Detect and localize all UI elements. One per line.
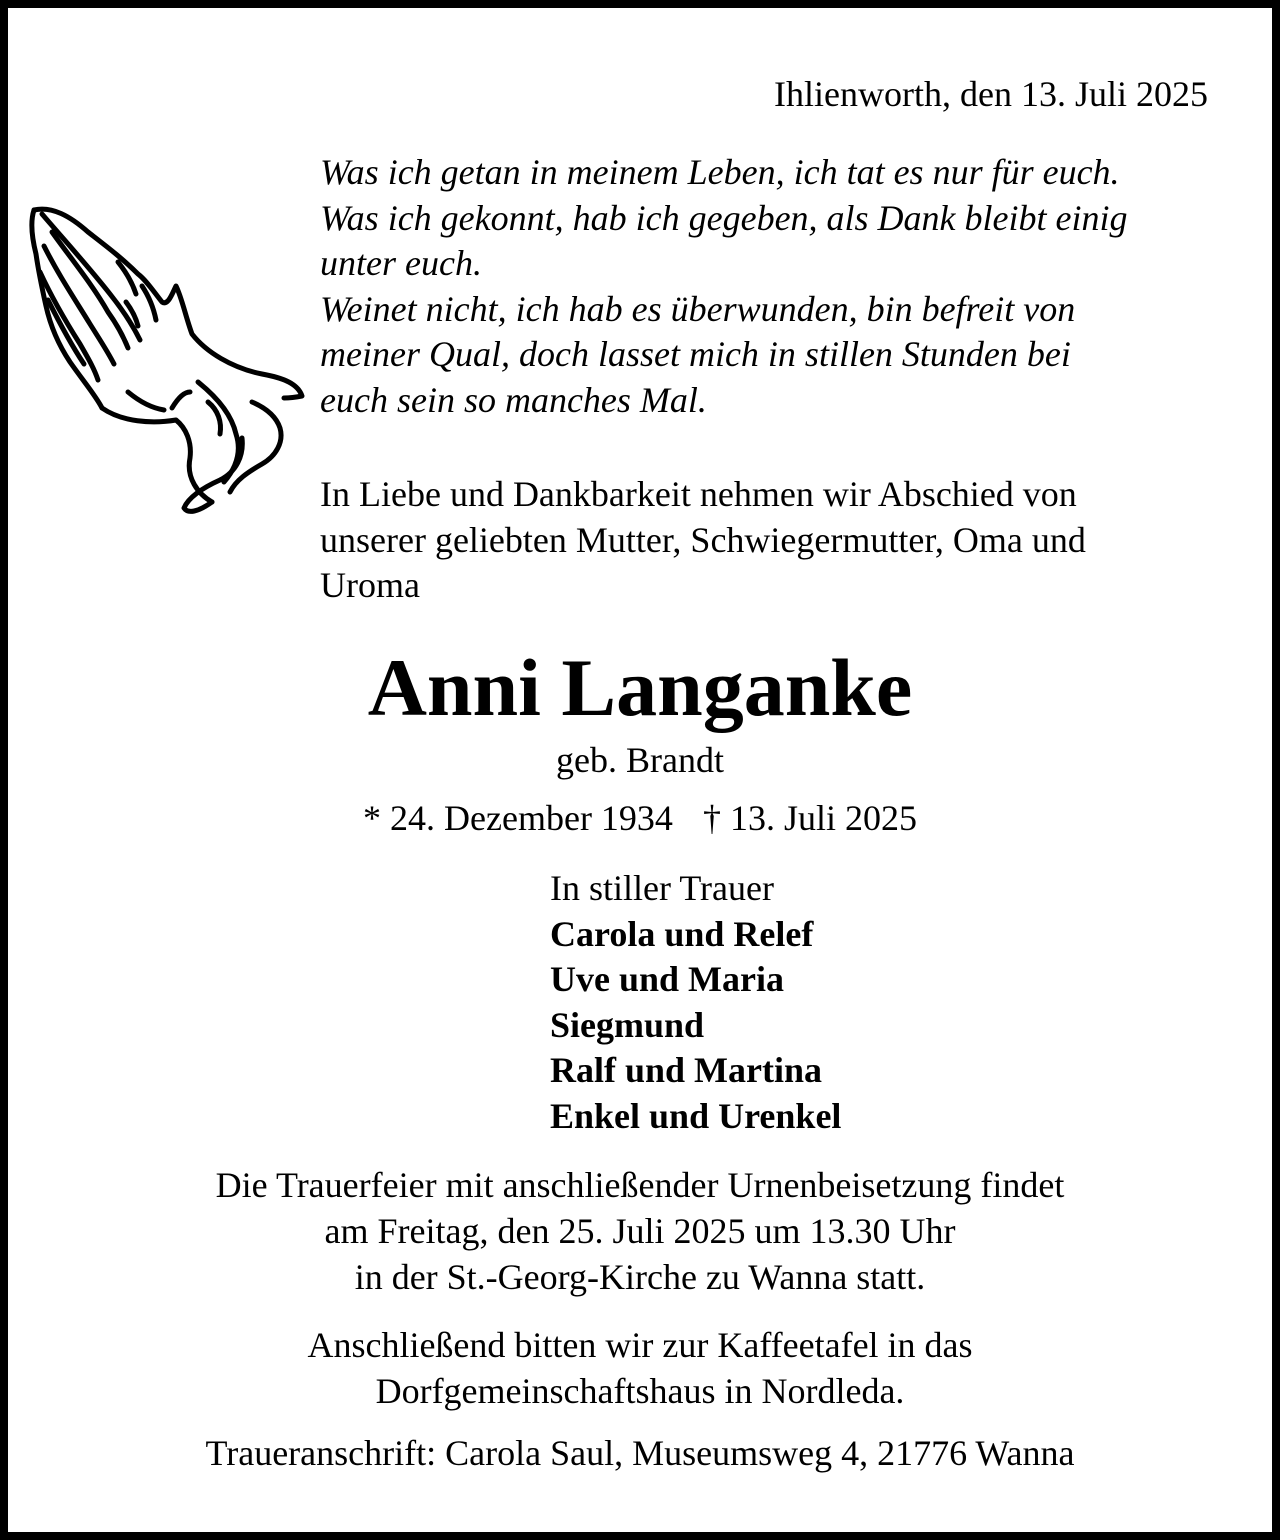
funeral-line: Die Trauerfeier mit anschließender Urnenbeisetzung findet bbox=[215, 1165, 1065, 1205]
mourner-entry: Siegmund bbox=[550, 1004, 705, 1045]
poem-line: Weinet nicht, ich hab es überwunden, bin befreit von bbox=[320, 288, 1076, 329]
funeral-line: in der St.-Georg-Kirche zu Wanna statt. bbox=[354, 1257, 926, 1297]
reception-line: Anschließend bitten wir zur Kaffeetafel in das bbox=[307, 1325, 973, 1365]
death-date: † 13. Juli 2025 bbox=[702, 798, 917, 838]
mourners-list bbox=[550, 866, 841, 1139]
mourner-entry: Uve und Maria bbox=[550, 959, 784, 999]
poem-line: euch sein so manches Mal. bbox=[320, 379, 707, 420]
farewell-line: unserer geliebten Mutter, Schwiegermutter, Oma und bbox=[320, 519, 1086, 560]
poem-line: unter euch. bbox=[320, 243, 482, 283]
life-dates bbox=[0, 796, 1280, 840]
farewell-text bbox=[320, 472, 1086, 609]
mourning-address: Traueranschrift: Carola Saul, Museumsweg 4, 21776 Wanna bbox=[205, 1433, 1075, 1473]
mourner-entry: Carola und Relef bbox=[550, 913, 814, 954]
reception-info bbox=[0, 1322, 1280, 1414]
maiden-name: geb. Brandt bbox=[556, 740, 724, 780]
mourners-heading: In stiller Trauer bbox=[550, 868, 774, 908]
poem-line: Was ich gekonnt, hab ich gegeben, als Dank bleibt einig bbox=[320, 197, 1128, 238]
place-date: Ihlienworth, den 13. Juli 2025 bbox=[774, 74, 1208, 114]
poem-line: Was ich getan in meinem Leben, ich tat es nur für euch. bbox=[320, 152, 1120, 192]
farewell-line: Uroma bbox=[320, 565, 420, 605]
poem bbox=[320, 150, 1128, 423]
praying-hands-icon bbox=[22, 202, 312, 522]
funeral-line: am Freitag, den 25. Juli 2025 um 13.30 Uhr bbox=[324, 1211, 956, 1251]
mourner-entry: Ralf und Martina bbox=[550, 1050, 823, 1090]
mourner-entry: Enkel und Urenkel bbox=[550, 1095, 842, 1136]
funeral-info bbox=[0, 1162, 1280, 1300]
reception-line: Dorfgemeinschaftshaus in Nordleda. bbox=[375, 1371, 905, 1411]
farewell-line: In Liebe und Dankbarkeit nehmen wir Abschied von bbox=[320, 474, 1077, 514]
deceased-name: Anni Langanke bbox=[367, 642, 913, 733]
birth-date: * 24. Dezember 1934 bbox=[363, 798, 673, 838]
poem-line: meiner Qual, doch lasset mich in stillen Stunden bei bbox=[320, 334, 1071, 374]
